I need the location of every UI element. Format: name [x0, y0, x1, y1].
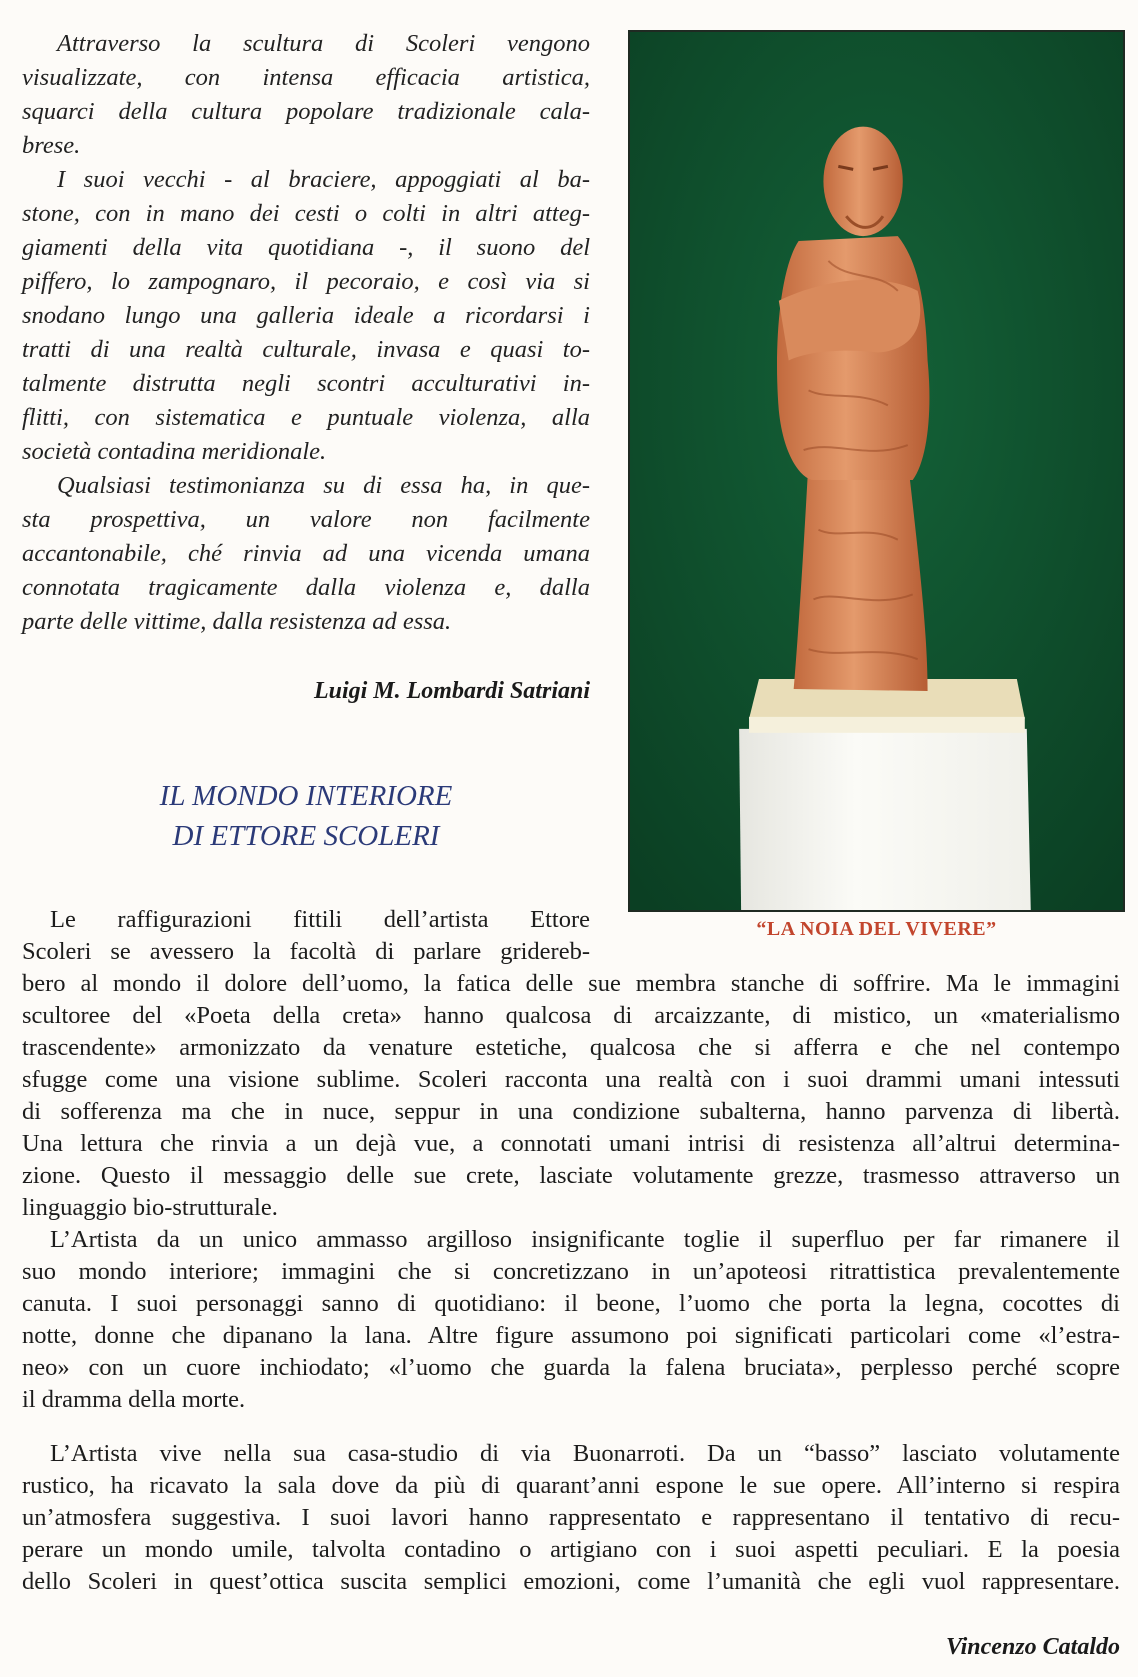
body-line: scultoree del «Poeta della creta» hanno qualcosa di arcaizzante, di mistico, un «materialismo: [22, 1002, 1120, 1029]
intro-line: I suoi vecchi - al braciere, appoggiati al ba-: [57, 166, 590, 193]
body-line: perare un mondo umile, talvolta contadino o artigiano con i suoi aspetti peculiari. E la poesia: [22, 1536, 1120, 1563]
intro-line: squarci della cultura popolare tradizionale cala-: [22, 98, 590, 125]
body-line: neo» con un cuore inchiodato; «l’uomo che guarda la falena bruciata», perplesso perché scopre: [22, 1354, 1120, 1381]
body-line: L’Artista da un unico ammasso argilloso insignificante toglie il superfluo per far rimanere il: [50, 1226, 1120, 1253]
intro-line: stone, con in mano dei cesti o colti in altri atteg-: [22, 200, 590, 227]
body-line: Una lettura che rinvia a un dejà vue, a connotati umani intrisi di resistenza all’altrui determina-: [22, 1130, 1120, 1157]
intro-line: snodano lungo una galleria ideale a ricordarsi i: [22, 302, 590, 329]
section-heading-line-1: IL MONDO INTERIORE: [159, 780, 453, 812]
intro-line: società contadina meridionale.: [22, 438, 327, 465]
sculpture-photo: [628, 30, 1125, 912]
intro-line: piffero, lo zampognaro, il pecoraio, e così via si: [22, 268, 590, 295]
intro-line: flitti, con sistematica e puntuale violenza, alla: [22, 404, 590, 431]
body-line: dello Scoleri in quest’ottica suscita semplici emozioni, come l’umanità che egli vuol rappresentare.: [22, 1568, 1120, 1595]
body-line: linguaggio bio-strutturale.: [22, 1194, 278, 1221]
body-line: il dramma della morte.: [22, 1386, 246, 1413]
sculpture-illustration: [630, 32, 1123, 910]
body-line: un’atmosfera suggestiva. I suoi lavori hanno rappresentato e rappresentano il tentativo di recu-: [22, 1504, 1120, 1531]
body-line: Scoleri se avessero la facoltà di parlare gridereb-: [22, 938, 590, 965]
body-line: canuta. I suoi personaggi sanno di quotidiano: il beone, l’uomo che porta la legna, cocottes di: [22, 1290, 1120, 1317]
body-line: rustico, ha ricavato la sala dove da più di quarant’anni espone le sue opere. All’interno si respira: [22, 1472, 1120, 1499]
intro-line: sta prospettiva, un valore non facilmente: [22, 506, 590, 533]
photo-caption: “LA NOIA DEL VIVERE”: [756, 918, 997, 940]
pedestal: [739, 729, 1031, 910]
body-line: trascendente» armonizzato da venature estetiche, qualcosa che si afferra e che nel contempo: [22, 1034, 1120, 1061]
intro-line: visualizzate, con intensa efficacia artistica,: [22, 64, 590, 91]
sculpture-head: [823, 127, 902, 237]
body-line: zione. Questo il messaggio delle sue crete, lasciate volutamente grezze, trasmesso attraverso un: [22, 1162, 1120, 1189]
body-line: sfugge come una visione sublime. Scoleri racconta una realtà con i suoi drammi umani intessuti: [22, 1066, 1120, 1093]
intro-line: connotata tragicamente dalla violenza e, dalla: [22, 574, 590, 601]
intro-line: parte delle vittime, dalla resistenza ad essa.: [22, 608, 452, 635]
body-line: bero al mondo il dolore dell’uomo, la fatica delle sue membra stanche di soffrire. Ma le immagini: [22, 970, 1120, 997]
pedestal-rim: [749, 717, 1025, 733]
intro-line: giamenti della vita quotidiana -, il suono del: [22, 234, 590, 261]
intro-line: tratti di una realtà culturale, invasa e quasi to-: [22, 336, 590, 363]
body-line: notte, donne che dipanano la lana. Altre figure assumono poi significati particolari come «l’estra-: [22, 1322, 1120, 1349]
sculpture-torso: [777, 236, 929, 480]
body-line: L’Artista vive nella sua casa-studio di via Buonarroti. Da un “basso” lasciato volutamente: [50, 1440, 1120, 1467]
intro-line: brese.: [22, 132, 81, 159]
body-line: di sofferenza ma che in nuce, seppur in una condizione subalterna, hanno parvenza di libertà.: [22, 1098, 1120, 1125]
intro-line: Qualsiasi testimonianza su di essa ha, in que-: [57, 472, 590, 499]
body-author-signature: Vincenzo Cataldo: [945, 1634, 1120, 1660]
intro-author-signature: Luigi M. Lombardi Satriani: [313, 678, 590, 704]
body-line: Le raffigurazioni fittili dell’artista Ettore: [50, 906, 590, 933]
section-heading-line-2: DI ETTORE SCOLERI: [172, 820, 440, 852]
intro-line: accantonabile, ché rinvia ad una vicenda umana: [22, 540, 590, 567]
intro-line: talmente distrutta negli scontri acculturativi in-: [22, 370, 590, 397]
intro-line: Attraverso la scultura di Scoleri vengono: [57, 30, 590, 57]
body-line: suo mondo interiore; immagini che si concretizzano in un’apoteosi ritrattistica prevalentemente: [22, 1258, 1120, 1285]
